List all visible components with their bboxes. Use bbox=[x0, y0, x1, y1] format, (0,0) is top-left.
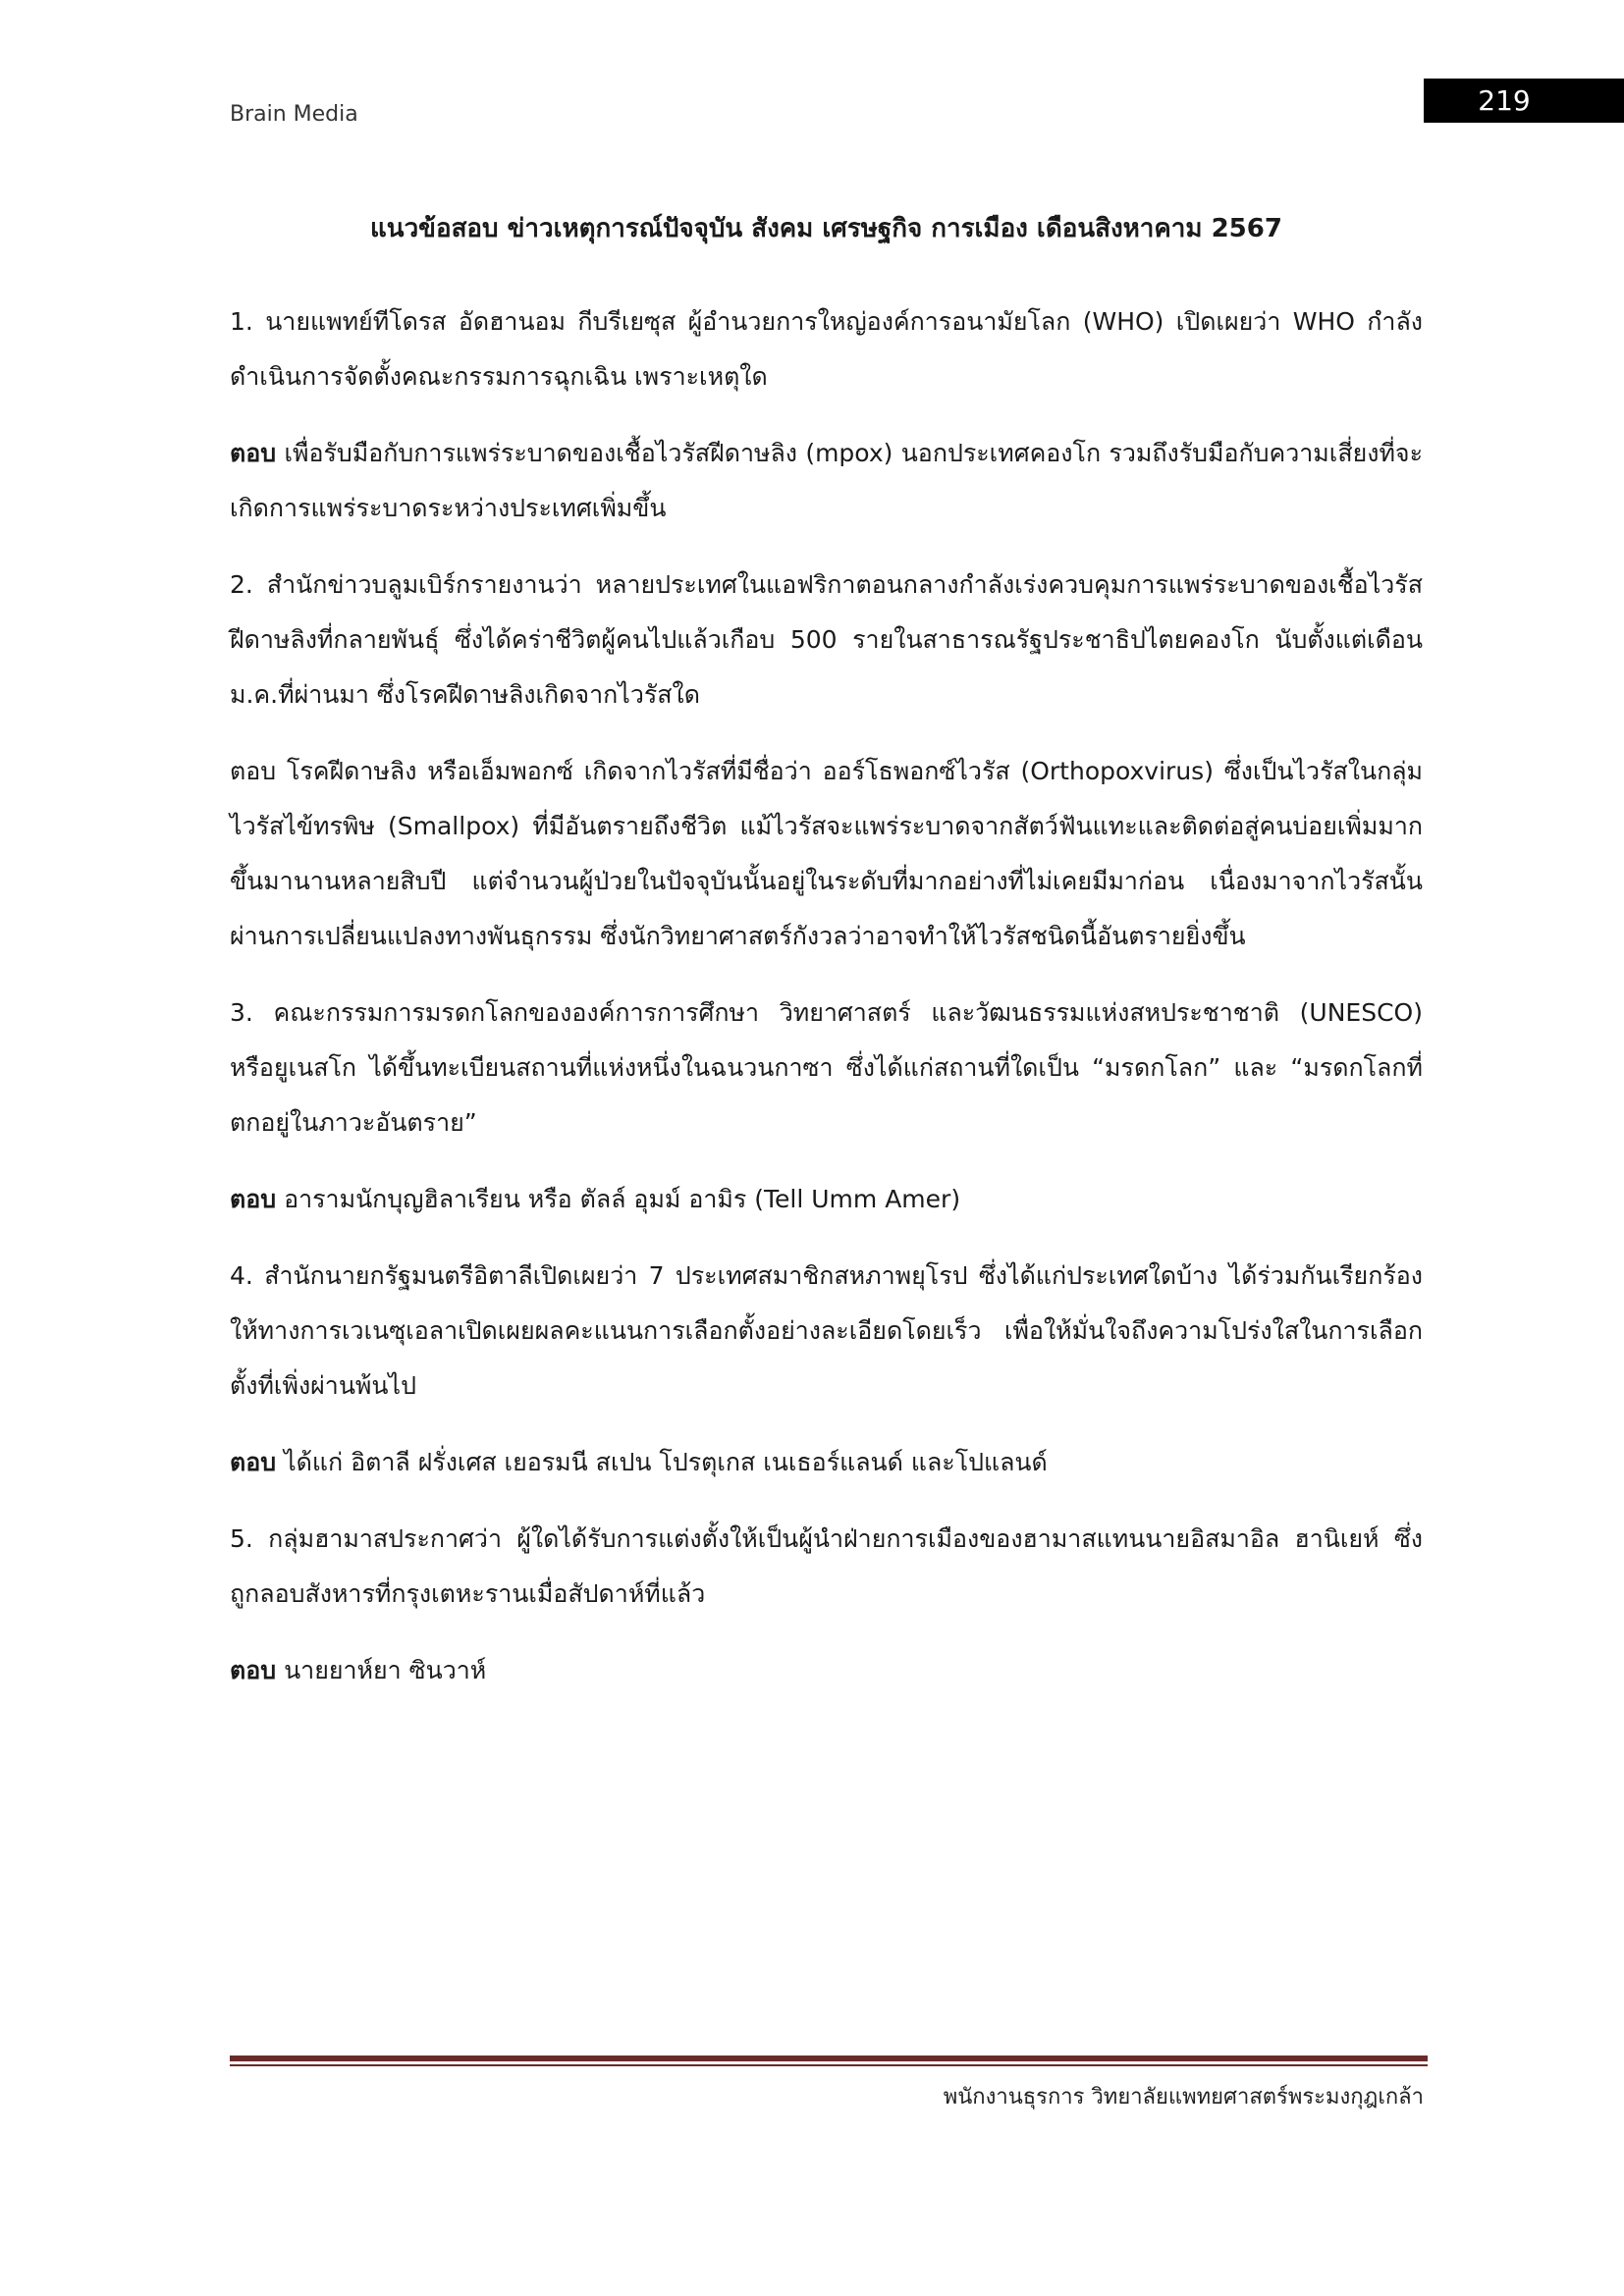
paragraph-text: 5. กลุ่มฮามาสประกาศว่า ผู้ใดได้รับการแต่งตั้งให้เป็นผู้นำฝ่ายการเมืองของฮามาสแทนนายอิสมาอิล ฮานิเยห์ ซึ่งถูกลอบสังหารที่กรุงเตหะรานเมื่อสัปดาห์ที่แล้ว bbox=[230, 1524, 1423, 1608]
paragraph-text: 4. สำนักนายกรัฐมนตรีอิตาลีเปิดเผยว่า 7 ประเทศสมาชิกสหภาพยุโรป ซึ่งได้แก่ประเทศใดบ้าง ได้ร่วมกันเรียกร้องให้ทางการเวเนซุเอลาเปิดเผยผลคะแนนการเลือกตั้งอย่างละเอียดโดยเร็ว เพื่อให้มั่นใจถึงความโปร่งใสในการเลือกตั้งที่เพิ่งผ่านพ้นไป bbox=[230, 1261, 1423, 1400]
header-brand: Brain Media bbox=[230, 102, 358, 127]
answer-4 bbox=[230, 1435, 1423, 1490]
paragraph-text: 1. นายแพทย์ทีโดรส อัดฮานอม กีบรีเยซุส ผู้อำนวยการใหญ่องค์การอนามัยโลก (WHO) เปิดเผยว่า WHO กำลังดำเนินการจัดตั้งคณะกรรมการฉุกเฉิน เพราะเหตุใด bbox=[230, 307, 1423, 391]
question-2 bbox=[230, 558, 1423, 722]
answer-label: ตอบ bbox=[230, 1448, 277, 1476]
question-5 bbox=[230, 1512, 1423, 1622]
paragraph-text: ตอบ โรคฝีดาษลิง หรือเอ็มพอกซ์ เกิดจากไวรัสที่มีชื่อว่า ออร์โธพอกซ์ไวรัส (Orthopoxvirus) ซึ่งเป็นไวรัสในกลุ่มไวรัสไข้ทรพิษ (Smallpox) ที่มีอันตรายถึงชีวิต แม้ไวรัสจะแพร่ระบาดจากสัตว์ฟันแทะและติดต่อสู่คนบ่อยเพิ่มมากขึ้นมานานหลายสิบปี แต่จำนวนผู้ป่วยในปัจจุบันนั้นอยู่ในระดับที่มากอย่างที่ไม่เคยมีมาก่อน เนื่องมาจากไวรัสนั้นผ่านการเปลี่ยนแปลงทางพันธุกรรม ซึ่งนักวิทยาศาสตร์กังวลว่าอาจทำให้ไวรัสชนิดนี้อันตรายยิ่งขึ้น bbox=[230, 757, 1423, 950]
page-number: 219 bbox=[1424, 79, 1624, 123]
footer-text: พนักงานธุรการ วิทยาลัยแพทยศาสตร์พระมงกุฎเกล้า bbox=[943, 2085, 1424, 2109]
paragraph-text: ได้แก่ อิตาลี ฝรั่งเศส เยอรมนี สเปน โปรตุเกส เนเธอร์แลนด์ และโปแลนด์ bbox=[276, 1448, 1048, 1476]
paragraph-text: อารามนักบุญฮิลาเรียน หรือ ตัลล์ อุมม์ อามิร (Tell Umm Amer) bbox=[276, 1185, 961, 1213]
answer-label: ตอบ bbox=[230, 439, 277, 467]
footer-divider-thin bbox=[230, 2064, 1428, 2066]
answer-3 bbox=[230, 1172, 1423, 1227]
paragraph-text: 3. คณะกรรมการมรดกโลกขององค์การการศึกษา วิทยาศาสตร์ และวัฒนธรรมแห่งสหประชาชาติ (UNESCO) หรือยูเนสโก ได้ขึ้นทะเบียนสถานที่แห่งหนึ่งในฉนวนกาซา ซึ่งได้แก่สถานที่ใดเป็น “มรดกโลก” และ “มรดกโลกที่ตกอยู่ในภาวะอันตราย” bbox=[230, 998, 1423, 1137]
answer-label: ตอบ bbox=[230, 1656, 277, 1684]
question-4 bbox=[230, 1249, 1423, 1414]
question-3 bbox=[230, 986, 1423, 1150]
answer-5 bbox=[230, 1643, 1423, 1698]
answer-2 bbox=[230, 744, 1423, 964]
footer-divider-thick bbox=[230, 2056, 1428, 2061]
question-1 bbox=[230, 294, 1423, 404]
paragraph-text: นายยาห์ยา ซินวาห์ bbox=[276, 1656, 487, 1684]
answer-1 bbox=[230, 426, 1423, 536]
document-title: แนวข้อสอบ ข่าวเหตุการณ์ปัจจุบัน สังคม เศรษฐกิจ การเมือง เดือนสิงหาคาม 2567 bbox=[370, 214, 1282, 243]
footer-divider bbox=[230, 2056, 1428, 2066]
paragraph-text: 2. สำนักข่าวบลูมเบิร์กรายงานว่า หลายประเทศในแอฟริกาตอนกลางกำลังเร่งควบคุมการแพร่ระบาดของเชื้อไวรัสฝีดาษลิงที่กลายพันธุ์ ซึ่งได้คร่าชีวิตผู้คนไปแล้วเกือบ 500 รายในสาธารณรัฐประชาธิปไตยคองโก นับตั้งแต่เดือนม.ค.ที่ผ่านมา ซึ่งโรคฝีดาษลิงเกิดจากไวรัสใด bbox=[230, 570, 1423, 709]
answer-label: ตอบ bbox=[230, 1185, 277, 1213]
paragraph-text: เพื่อรับมือกับการแพร่ระบาดของเชื้อไวรัสฝีดาษลิง (mpox) นอกประเทศคองโก รวมถึงรับมือกับความเสี่ยงที่จะเกิดการแพร่ระบาดระหว่างประเทศเพิ่มขึ้น bbox=[230, 439, 1423, 522]
document-body bbox=[230, 294, 1423, 1720]
